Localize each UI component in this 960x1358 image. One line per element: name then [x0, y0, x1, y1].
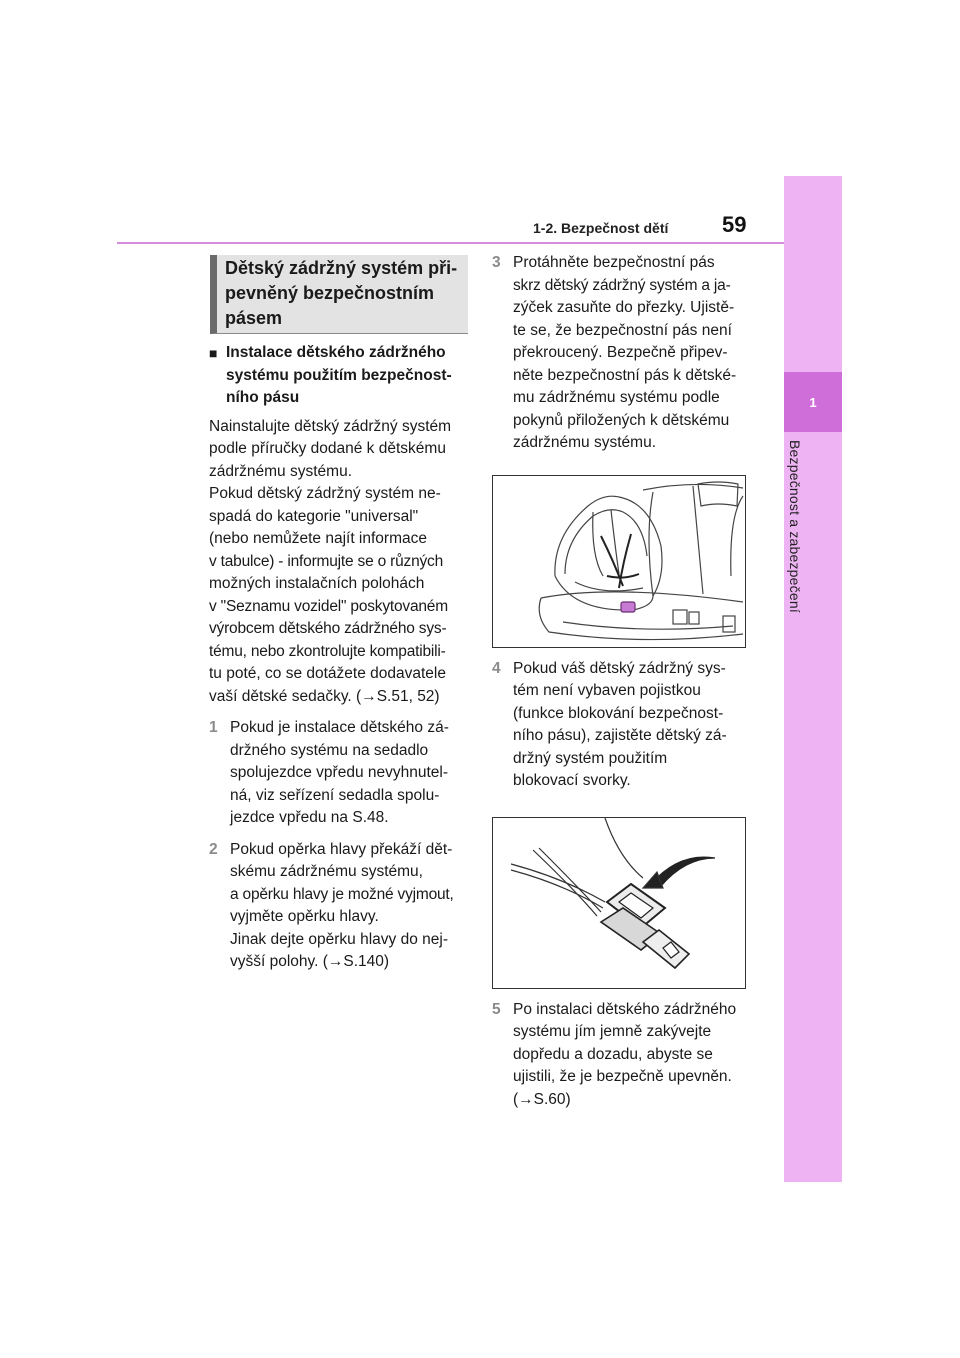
- intro-line: Pokud dětský zádržný systém ne-: [209, 485, 441, 502]
- locking-clip-illustration: [492, 817, 746, 989]
- step-line: vyšší polohy. (→S.140): [230, 953, 390, 970]
- step-line: (→S.60): [513, 1090, 571, 1108]
- step-line: Po instalaci dětského zádržného: [513, 1000, 737, 1018]
- chapter-title: Bezpečnost a zabezpečení: [787, 440, 803, 613]
- step-line: překroucený. Bezpečně připev-: [513, 344, 728, 361]
- step-1: [209, 717, 474, 830]
- step-line: spolujezdce vpředu nevyhnutel-: [230, 764, 448, 781]
- step-number: 1: [209, 719, 218, 736]
- step-line: ního pásu), zajistěte dětský zá-: [513, 727, 727, 744]
- step-line: (funkce blokování bezpečnost-: [513, 704, 724, 722]
- step-number: 4: [492, 659, 501, 677]
- child-seat-drawing: [493, 476, 745, 647]
- step-line: zádržnému systému.: [513, 434, 656, 451]
- chapter-number-tab: 1: [784, 372, 842, 432]
- step-line: Pokud je instalace dětského zá-: [230, 719, 449, 736]
- step-line: pokynů přiložených k dětskému: [513, 411, 730, 429]
- page-number: 59: [722, 212, 747, 237]
- locking-clip-drawing: [493, 818, 745, 988]
- subheading-line: Instalace dětského zádržného: [226, 344, 446, 361]
- step-4: [492, 658, 764, 793]
- topic-title-line: pásem: [225, 308, 283, 328]
- header-rule: [117, 242, 784, 244]
- step-number: 5: [492, 1000, 501, 1018]
- step-line: skrz dětský zádržný systém a ja-: [513, 276, 731, 294]
- step-line: vyjměte opěrku hlavy.: [230, 908, 379, 925]
- intro-line: výrobcem dětského zádržného sys-: [209, 620, 447, 637]
- step-5: [492, 999, 764, 1112]
- intro-line: podle příručky dodané k dětskému: [209, 440, 446, 457]
- step-line: blokovací svorky.: [513, 772, 631, 789]
- step-number: 2: [209, 840, 218, 858]
- intro-line: tému, nebo zkontrolujte kompatibili-: [209, 642, 446, 660]
- square-bullet-icon: ■: [209, 345, 218, 361]
- step-line: něte bezpečnostní pás k dětské-: [513, 366, 737, 384]
- step-line: Pokud opěrka hlavy překáží dět-: [230, 840, 453, 858]
- step-2: [209, 839, 474, 974]
- step-line: držný systém použitím: [513, 749, 668, 767]
- step-line: systému jím jemně zakývejte: [513, 1023, 712, 1040]
- step-line: dopředu a dozadu, abyste se: [513, 1045, 713, 1063]
- step-line: a opěrku hlavy je možné vyjmout,: [230, 885, 454, 903]
- intro-line: (nebo nemůžete najít informace: [209, 530, 427, 547]
- intro-line: možných instalačních polohách: [209, 575, 425, 592]
- intro-line: vaší dětské sedačky. (→S.51, 52): [209, 687, 440, 705]
- intro-line: tu poté, co se dotážete dodavatele: [209, 665, 446, 682]
- step-line: držného systému na sedadlo: [230, 741, 429, 759]
- step-number: 3: [492, 254, 501, 271]
- step-line: ujistili, že je bezpečně upevněn.: [513, 1068, 732, 1085]
- intro-line: v "Seznamu vozidel" poskytovaném: [209, 597, 448, 615]
- subheading-line: systému použitím bezpečnost-: [226, 366, 452, 384]
- topic-title-box: [210, 255, 468, 334]
- section-header: 1-2. Bezpečnost dětí: [533, 220, 669, 236]
- step-line: mu zádržnému systému podle: [513, 389, 720, 406]
- intro-line: zádržnému systému.: [209, 462, 352, 480]
- step-line: Protáhněte bezpečnostní pás: [513, 254, 715, 271]
- step-3: [492, 252, 764, 455]
- step-line: tém není vybaven pojistkou: [513, 682, 701, 699]
- right-column: [492, 252, 764, 1111]
- intro-paragraph: [209, 416, 474, 709]
- step-line: skému zádržnému systému,: [230, 863, 423, 880]
- step-line: ná, viz seřízení sedadla spolu-: [230, 786, 440, 804]
- step-line: jezdce vpředu na S.48.: [230, 809, 389, 826]
- step-line: Pokud váš dětský zádržný sys-: [513, 659, 726, 677]
- intro-line: spadá do kategorie "universal": [209, 507, 419, 525]
- child-seat-illustration: [492, 475, 746, 648]
- chapter-sidebar: [784, 176, 842, 1182]
- step-line: zýček zasuňte do přezky. Ujistě-: [513, 299, 735, 316]
- step-line: te se, že bezpečnostní pás není: [513, 321, 732, 339]
- subheading: [209, 342, 474, 410]
- intro-line: Nainstalujte dětský zádržný systém: [209, 417, 452, 435]
- subheading-line: ního pásu: [226, 389, 300, 406]
- intro-line: v tabulce) - informujte se o různých: [209, 552, 444, 570]
- topic-title-line: pevněný bezpečnostním: [225, 283, 435, 303]
- left-column: [209, 342, 474, 974]
- topic-title-line: Dětský zádržný systém při-: [225, 258, 458, 278]
- step-line: Jinak dejte opěrku hlavy do nej-: [230, 930, 448, 948]
